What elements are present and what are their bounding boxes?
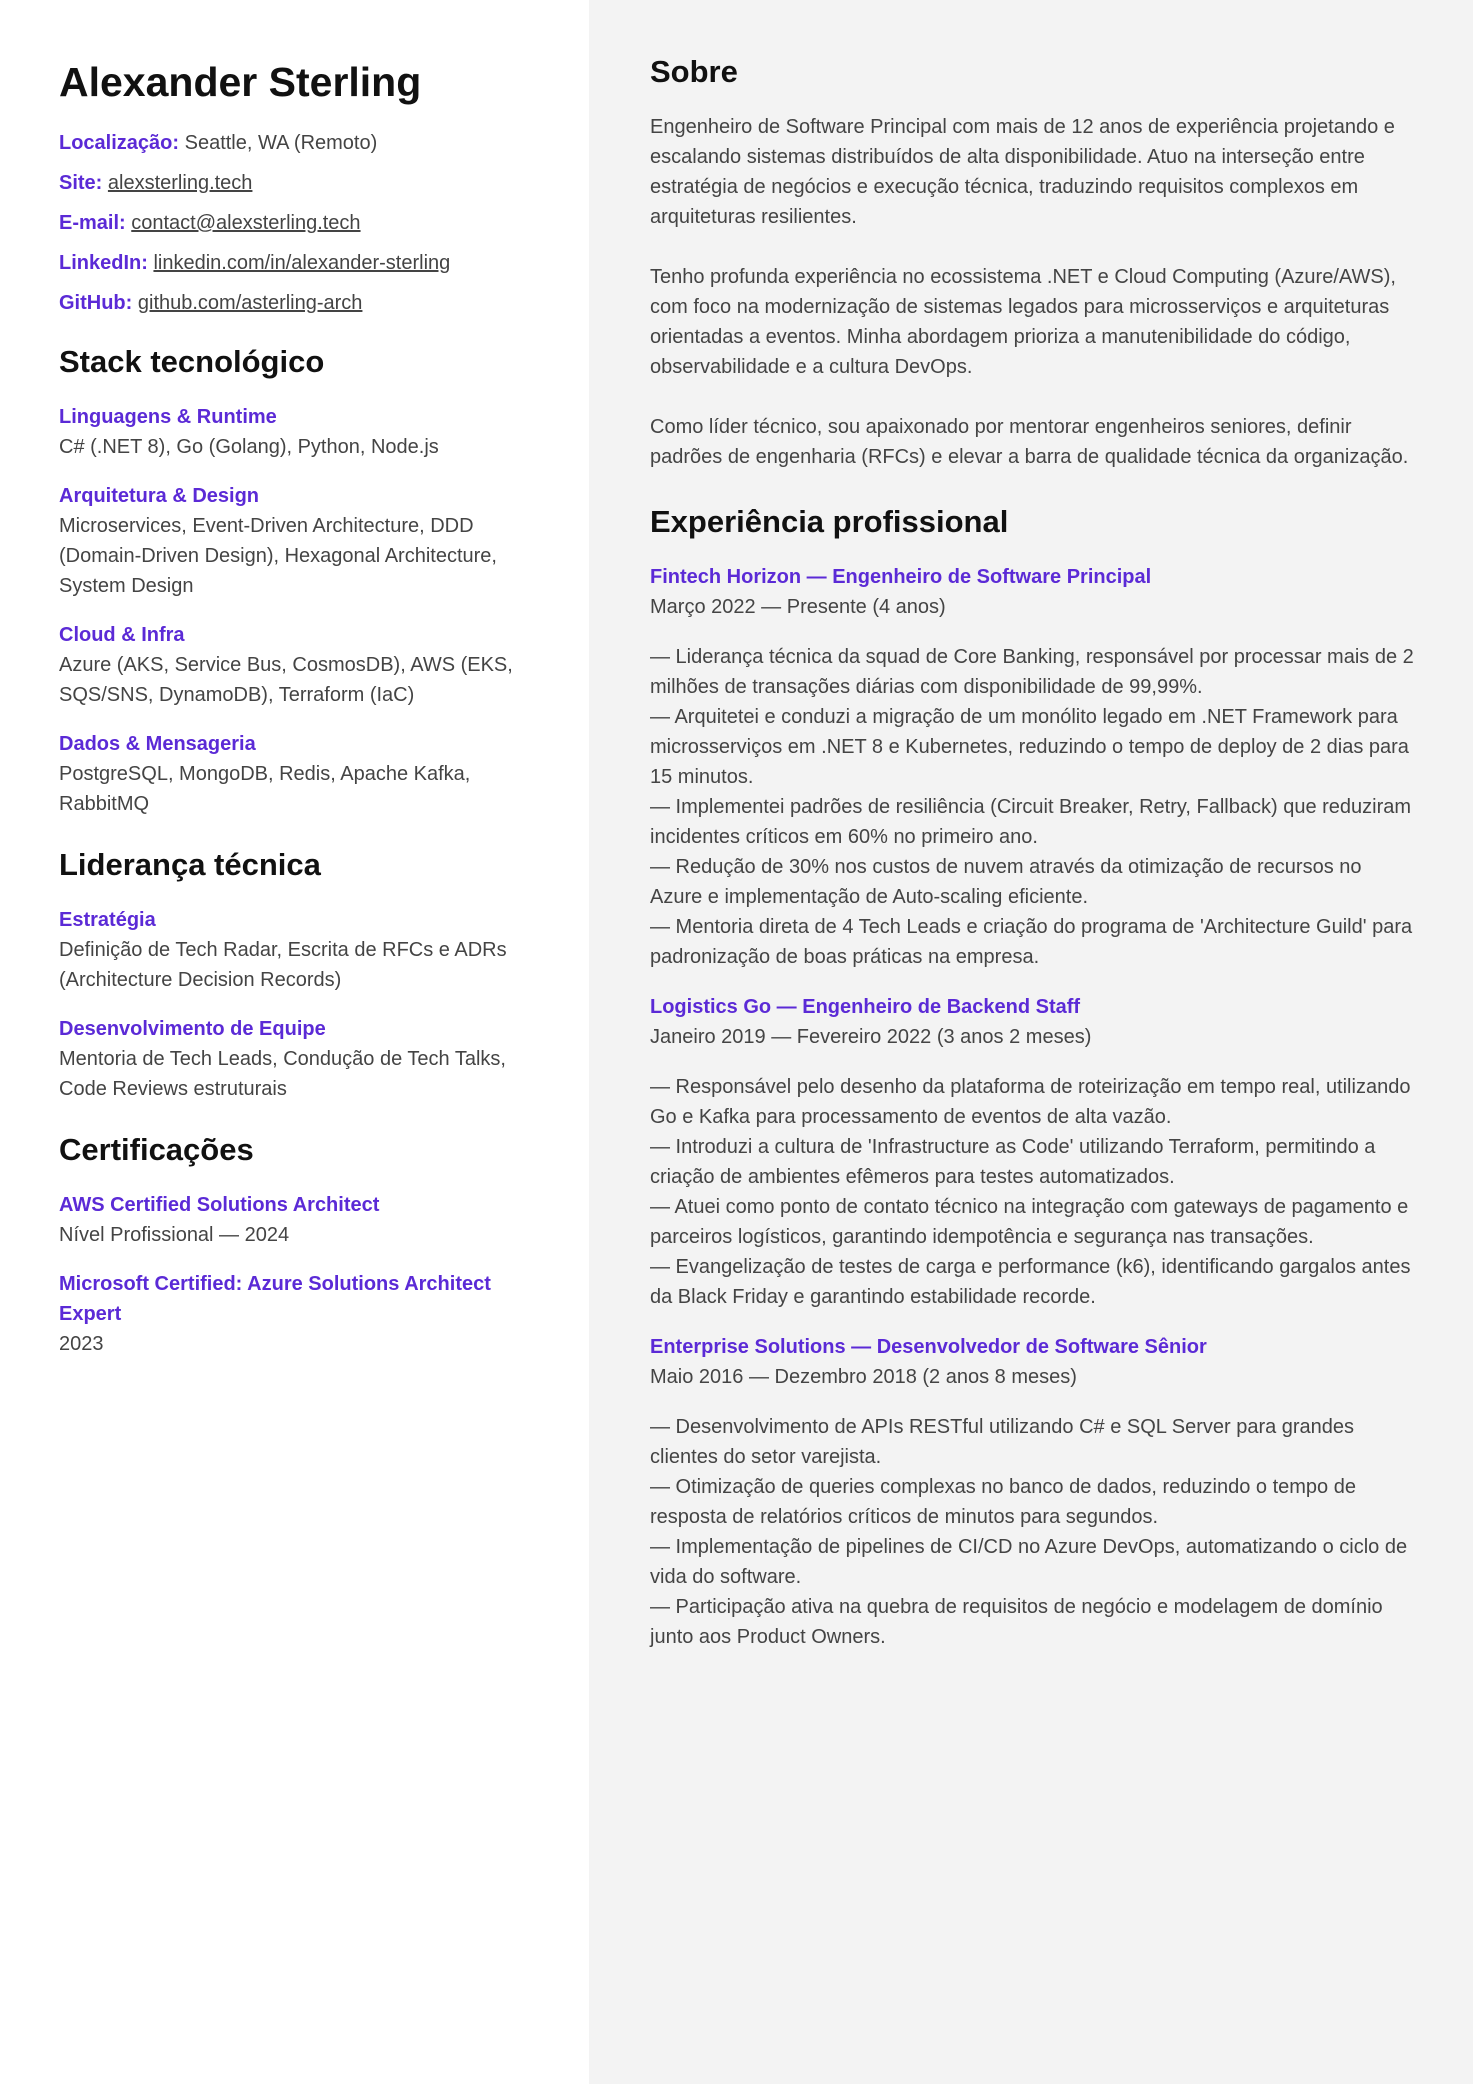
certification-title: Microsoft Certified: Azure Solutions Architect Expert [59, 1273, 491, 1325]
job-entry [650, 1332, 1415, 1652]
leadership-item [59, 905, 549, 995]
job-bullet: — Liderança técnica da squad de Core Banking, responsável por processar mais de 2 milhões de transações diárias com disponibilidade de 99,99%. [650, 646, 1414, 698]
skill-title: Cloud & Infra [59, 624, 185, 646]
section-heading: Liderança técnica [59, 847, 321, 882]
leadership-text: Definição de Tech Radar, Escrita de RFCs e ADRs (Architecture Decision Records) [59, 939, 507, 991]
certification-detail: Nível Profissional — 2024 [59, 1224, 290, 1246]
job-bullet: — Desenvolvimento de APIs RESTful utilizando C# e SQL Server para grandes clientes do setor varejista. [650, 1416, 1355, 1468]
certification-detail: 2023 [59, 1333, 104, 1355]
skill-title: Linguagens & Runtime [59, 406, 277, 428]
job-bullet: — Implementação de pipelines de CI/CD no Azure DevOps, automatizando o ciclo de vida do software. [650, 1536, 1408, 1588]
job-bullet: — Implementei padrões de resiliência (Circuit Breaker, Retry, Fallback) que reduziram incidentes críticos em 60% no primeiro ano. [650, 796, 1412, 848]
experience-section [650, 502, 1415, 1652]
skill-group [59, 481, 549, 601]
contact-label: LinkedIn: [59, 252, 148, 274]
job-period: Maio 2016 — Dezembro 2018 (2 anos 8 meses) [650, 1366, 1077, 1388]
job-bullet: — Introduzi a cultura de 'Infrastructure as Code' utilizando Terraform, permitindo a criação de ambientes efêmeros para testes automatizados. [650, 1136, 1376, 1188]
skill-text: Microservices, Event-Driven Architecture, DDD (Domain-Driven Design), Hexagonal Architecture, System Design [59, 515, 497, 597]
skill-title: Dados & Mensageria [59, 733, 256, 755]
certifications-section [59, 1130, 549, 1359]
contact-value: Seattle, WA (Remoto) [184, 132, 378, 154]
skill-text: C# (.NET 8), Go (Golang), Python, Node.js [59, 436, 439, 458]
job-bullet: — Redução de 30% nos custos de nuvem através da otimização de recursos no Azure e implementação de Auto-scaling eficiente. [650, 856, 1362, 908]
job-bullet: — Atuei como ponto de contato técnico na integração com gateways de pagamento e parceiros logísticos, garantindo idempotência e segurança nas transações. [650, 1196, 1409, 1248]
contact-website [59, 170, 549, 196]
job-title: Logistics Go — Engenheiro de Backend Staff [650, 996, 1081, 1018]
skill-group [59, 729, 549, 819]
job-bullet: — Evangelização de testes de carga e performance (k6), identificando gargalos antes da Black Friday e garantindo estabilidade recorde. [650, 1256, 1411, 1308]
about-paragraph: Tenho profunda experiência no ecossistema .NET e Cloud Computing (Azure/AWS), com foco na modernização de sistemas legados para microsserviços e arquiteturas orientadas a eventos. Minha abordagem prioriza a manutenibilidade do código, observabilidade e a cultura DevOps. [650, 266, 1396, 378]
contact-label: Site: [59, 172, 103, 194]
leadership-item [59, 1014, 549, 1104]
certification-item [59, 1190, 549, 1250]
contact-email [59, 210, 549, 236]
contact-label: GitHub: [59, 292, 133, 314]
leadership-section [59, 845, 549, 1104]
leadership-title: Estratégia [59, 909, 156, 931]
job-period: Janeiro 2019 — Fevereiro 2022 (3 anos 2 meses) [650, 1026, 1092, 1048]
contact-list [59, 130, 549, 316]
section-heading: Certificações [59, 1132, 254, 1167]
contact-location [59, 130, 549, 156]
about-paragraph: Engenheiro de Software Principal com mais de 12 anos de experiência projetando e escalando sistemas distribuídos de alta disponibilidade. Atuo na interseção entre estratégia de negócios e execução técnica, traduzindo requisitos complexos em arquiteturas resilientes. [650, 116, 1395, 228]
section-heading: Stack tecnológico [59, 344, 325, 379]
job-bullet: — Arquitetei e conduzi a migração de um monólito legado em .NET Framework para microsserviços em .NET 8 e Kubernetes, reduzindo o tempo de deploy de 2 dias para 15 minutos. [650, 706, 1409, 788]
section-heading: Experiência profissional [650, 504, 1009, 539]
job-period: Março 2022 — Presente (4 anos) [650, 596, 946, 618]
right-column [589, 0, 1473, 2084]
job-title: Fintech Horizon — Engenheiro de Software Principal [650, 566, 1152, 588]
left-column [0, 0, 589, 2084]
certification-title: AWS Certified Solutions Architect [59, 1194, 380, 1216]
stack-section [59, 342, 549, 819]
job-bullet: — Responsável pelo desenho da plataforma de roteirização em tempo real, utilizando Go e Kafka para processamento de eventos de alta vazão. [650, 1076, 1411, 1128]
job-bullet: — Mentoria direta de 4 Tech Leads e criação do programa de 'Architecture Guild' para padronização de boas práticas na empresa. [650, 916, 1413, 968]
contact-github [59, 290, 549, 316]
contact-linkedin [59, 250, 549, 276]
github-link[interactable]: github.com/asterling-arch [137, 292, 363, 314]
job-bullet: — Participação ativa na quebra de requisitos de negócio e modelagem de domínio junto aos Product Owners. [650, 1596, 1383, 1648]
candidate-name: Alexander Sterling [59, 59, 422, 105]
certification-item [59, 1269, 549, 1359]
job-title: Enterprise Solutions — Desenvolvedor de Software Sênior [650, 1336, 1207, 1358]
leadership-title: Desenvolvimento de Equipe [59, 1018, 326, 1040]
skill-title: Arquitetura & Design [59, 485, 260, 507]
skill-group [59, 402, 549, 462]
skill-text: Azure (AKS, Service Bus, CosmosDB), AWS (EKS, SQS/SNS, DynamoDB), Terraform (IaC) [59, 654, 513, 706]
leadership-text: Mentoria de Tech Leads, Condução de Tech Talks, Code Reviews estruturais [59, 1048, 506, 1100]
section-heading: Sobre [650, 54, 738, 89]
contact-label: E-mail: [59, 212, 126, 234]
about-paragraph: Como líder técnico, sou apaixonado por mentorar engenheiros seniores, definir padrões de engenharia (RFCs) e elevar a barra de qualidade técnica da organização. [650, 416, 1409, 468]
linkedin-link[interactable]: linkedin.com/in/alexander-sterling [153, 252, 451, 274]
job-entry [650, 562, 1415, 972]
email-link[interactable]: contact@alexsterling.tech [131, 212, 361, 234]
website-link[interactable]: alexsterling.tech [107, 172, 253, 194]
about-section [650, 52, 1415, 472]
contact-label: Localização: [59, 132, 180, 154]
skill-group [59, 620, 549, 710]
job-entry [650, 992, 1415, 1312]
skill-text: PostgreSQL, MongoDB, Redis, Apache Kafka, RabbitMQ [59, 763, 471, 815]
job-bullet: — Otimização de queries complexas no banco de dados, reduzindo o tempo de resposta de relatórios críticos de minutos para segundos. [650, 1476, 1356, 1528]
